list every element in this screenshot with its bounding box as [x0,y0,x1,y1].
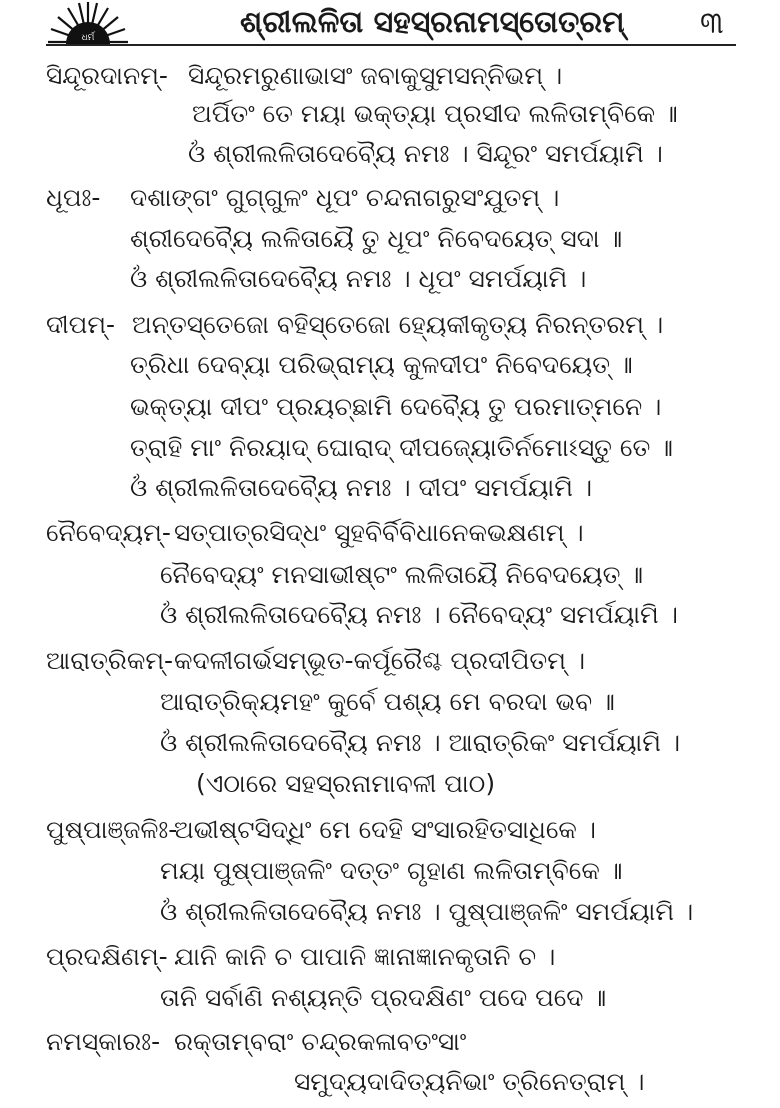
verse-text: ଯାନି କାନି ଚ ପାପାନି ଜ୍ଞାନାଜ୍ଞାନକୃତାନି ଚ । [174,942,556,971]
verse-text: ଅଭୀଷ୍ଟସିଦ୍ଧିଂ ମେ ଦେହି ସଂସାରହିତସାଧିକେ । [174,815,597,844]
verse-line: ତ୍ରିଧା ଦେବ୍ୟା ପରିଭ୍ରାମ୍ୟ କୁଳଦୀପଂ ନିବେଦୟେତ୍ ॥ [130,350,633,379]
page-header [0,0,780,48]
section-label: ପ୍ରଦକ୍ଷିଣମ୍- [46,942,168,971]
section-label: ଧୂପଃ- [46,183,101,212]
verse-text: ଦଶାଙ୍ଗଂ ଗୁଗ୍‌ଗୁଳଂ ଧୂପଂ ଚନ୍ଦନାଗରୁସଂଯୁତମ୍ । [130,183,560,212]
verse-line: ତାନି ସର୍ବାଣି ନଶ୍ୟନ୍ତି ପ୍ରଦକ୍ଷିଣଂ ପଦେ ପଦେ ॥ [160,983,607,1012]
verse-text: କଦଳୀଗର୍ଭସମ୍ଭୂତ-କର୍ପୂରୈଶ୍ଚ ପ୍ରଦୀପିତମ୍ । [174,646,586,675]
sunburst-logo-icon [44,2,132,46]
verse-text: ରକ୍ତାମ୍ବରାଂ ଚନ୍ଦ୍ରକଳାବତଂସାଂ [174,1027,467,1056]
verse-line: ଓଁ ଶ୍ରୀଲଳିତାଦେବ୍ୟୈ ନମଃ । ଦୀପଂ ସମର୍ପୟାମି । [130,473,593,502]
verse-line: ମୟା ପୁଷ୍ପାଞ୍ଜଳିଂ ଦତ୍ତଂ ଗୃହାଣ ଲଳିତାମ୍ବିକେ ॥ [160,856,623,885]
logo-text: ଧର୍ମ [81,33,95,43]
section-label: ପୁଷ୍ପାଞ୍ଜଳିଃ- [46,815,178,844]
verse-line: ତ୍ରାହି ମାଂ ନିରୟାଦ୍ ଘୋରାଦ୍ ଦୀପଜ୍ୟୋତିର୍ନମୋଽସ୍ତୁ ତେ ॥ [130,433,674,462]
verse-line [46,515,584,551]
page-title: ଶ୍ରୀଲଳିତା ସହସ୍ରନାମସ୍ତୋତ୍ରମ୍ [240,5,625,40]
verse-line: ଓଁ ଶ୍ରୀଲଳିତାଦେବ୍ୟୈ ନମଃ । ନୈବେଦ୍ୟଂ ସମର୍ପୟାମି । [160,600,678,629]
section-label: ସିନ୍ଦୂରଦାନମ୍- [46,61,168,90]
section-label: ନମସ୍କାରଃ- [46,1027,161,1056]
verse-line [46,643,585,679]
verse-line [46,1024,466,1060]
section-label: ନୈବେଦ୍ୟମ୍- [46,518,171,547]
verse-line: ଓଁ ଶ୍ରୀଲଳିତାଦେବ୍ୟୈ ନମଃ । ଆରାତ୍ରିକଂ ସମର୍ପୟାମି । [160,728,681,757]
verse-line: ସମୁଦ୍ୟଦାଦିତ୍ୟନିଭାଂ ତ୍ରିନେତ୍ରାମ୍ । [294,1067,645,1096]
recitation-note: (ଏଠାରେ ସହସ୍ରନାମାବଳୀ ପାଠ) [196,769,496,798]
verse-line [46,180,559,216]
verse-line: ଓଁ ଶ୍ରୀଲଳିତାଦେବ୍ୟୈ ନମଃ । ପୁଷ୍ପାଞ୍ଜଳିଂ ସମର୍ପୟାମି । [160,897,694,926]
verse-line: ଓଁ ଶ୍ରୀଲଳିତାଦେବ୍ୟୈ ନମଃ । ଧୂପଂ ସମର୍ପୟାମି । [130,264,587,293]
verse-line: ଅର୍ପିତଂ ତେ ମୟା ଭକ୍ତ୍ୟା ପ୍ରସୀଦ ଲଳିତାମ୍ବିକେ ॥ [192,99,678,128]
verse-line [46,307,663,343]
verse-line: ଶ୍ରୀଦେବ୍ୟୈ ଲଳିତାୟୈ ତୁ ଧୂପଂ ନିବେଦୟେତ୍ ସଦା ॥ [130,224,623,253]
header-divider [46,44,736,46]
verse-line [46,939,555,975]
verse-text: ସତ୍‌ପାତ୍ରସିଦ୍ଧଂ ସୁହବିର୍ବିବିଧାନେକଭକ୍ଷଣମ୍ । [174,518,584,547]
section-label: ଦୀପମ୍- [46,310,116,339]
verse-line: ଆରାତ୍ରିକ୍ୟମହଂ କୁର୍ବେ ପଶ୍ୟ ମେ ବରଦା ଭବ ॥ [160,687,615,716]
verse-line [46,58,562,94]
verse-text: ଅନ୍ତସ୍ତେଜୋ ବହିସ୍ତେଜୋ ହ୍ୟେକୀକୃତ୍ୟ ନିରନ୍ତରମ୍ । [132,310,664,339]
page-number: ୩ [700,6,724,41]
verse-line [46,812,596,848]
verse-line: ଓଁ ଶ୍ରୀଲଳିତାଦେବ୍ୟୈ ନମଃ । ସିନ୍ଦୂରଂ ସମର୍ପୟାମି । [188,139,663,168]
verse-text: ସିନ୍ଦୂରମରୁଣାଭାସଂ ଜବାକୁସୁମସନ୍ନିଭମ୍ । [188,61,563,90]
verse-line: ଭକ୍ତ୍ୟା ଦୀପଂ ପ୍ରୟଚ୍ଛାମି ଦେବ୍ୟୈ ତୁ ପରମାତ୍ମନେ । [130,392,662,421]
section-label: ଆରାତ୍ରିକମ୍- [46,646,174,675]
verse-line: ନୈବେଦ୍ୟଂ ମନସାଭୀଷ୍ଟଂ ଲଳିତାୟୈ ନିବେଦୟେତ୍ ॥ [160,560,644,589]
